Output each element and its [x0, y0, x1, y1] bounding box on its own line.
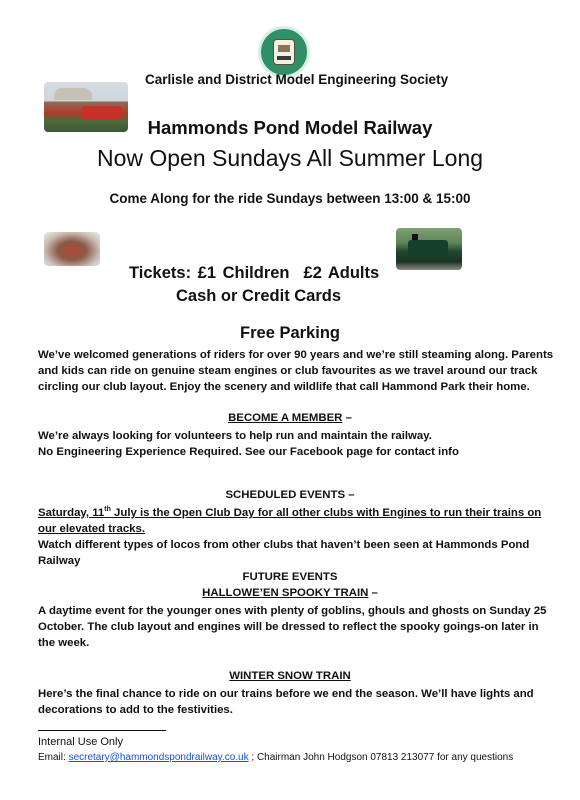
- green-locomotive-photo: [396, 228, 462, 270]
- logo-emblem-icon: [273, 39, 295, 65]
- winter-heading-label: WINTER SNOW TRAIN: [229, 670, 351, 682]
- email-label: Email:: [38, 752, 69, 763]
- footer-divider: [38, 730, 166, 731]
- internal-use-note: Internal Use Only: [38, 736, 123, 748]
- member-heading-label: BECOME A MEMBER: [228, 412, 343, 424]
- winter-paragraph: Here’s the final chance to ride on our trains before we end the season. We’ll have lights and decorations to add to the festivities.: [38, 688, 534, 716]
- halloween-heading-dash: –: [368, 587, 378, 599]
- payment-methods: Cash or Credit Cards: [176, 287, 342, 305]
- member-heading: [0, 412, 580, 424]
- member-heading-dash: –: [342, 412, 352, 424]
- society-name: Carlisle and District Model Engineering Society: [145, 72, 449, 87]
- halloween-heading-label: HALLOWE’EN SPOOKY TRAIN: [202, 587, 369, 599]
- society-logo-icon: [258, 26, 310, 78]
- open-day-text: July is the Open Club Day for all other clubs with Engines to run their trains on our elevated tracks.: [38, 507, 542, 535]
- open-day-line: [38, 505, 558, 537]
- open-day-date-suffix: th: [104, 506, 111, 514]
- photo-canopy-shape: [54, 88, 92, 100]
- ticket-prices: [129, 264, 379, 283]
- email-link[interactable]: secretary@hammondspondrailway.co.uk: [68, 752, 249, 763]
- page-subtitle: Now Open Sundays All Summer Long: [96, 145, 484, 171]
- photo-loco-body-shape: [408, 240, 448, 258]
- contact-line: [38, 752, 513, 763]
- future-heading: FUTURE EVENTS: [242, 571, 338, 583]
- opening-times: Come Along for the ride Sundays between 13:00 & 15:00: [109, 191, 471, 206]
- open-day-date: Saturday, 11: [38, 507, 105, 519]
- red-engine-photo: [44, 232, 100, 266]
- winter-heading: [0, 670, 580, 682]
- scheduled-heading: SCHEDULED EVENTS –: [225, 489, 355, 501]
- page-title: Hammonds Pond Model Railway: [147, 117, 433, 138]
- member-line-1: We’re always looking for volunteers to help run and maintain the railway.: [38, 430, 432, 442]
- member-paragraph: [38, 428, 558, 460]
- watch-locos-line: Watch different types of locos from other clubs that haven’t been seen at Hammonds Pond Railway: [38, 539, 530, 567]
- halloween-heading: [0, 587, 580, 599]
- parking-heading: Free Parking: [240, 324, 340, 342]
- chairman-contact: ; Chairman John Hodgson 07813 213077 for any questions: [248, 752, 514, 763]
- about-paragraph: We’ve welcomed generations of riders for over 90 years and we’re still steaming along. Parents and kids can ride on genuine steam engines or club favourites as we travel around our track circling our club layout. Enjoy the scenery and wildlife that call Hammond Park their home.: [38, 349, 554, 393]
- scheduled-paragraph: [38, 505, 558, 569]
- ticket-children: Tickets: £1 Children: [129, 264, 290, 282]
- halloween-paragraph: A daytime event for the younger ones with plenty of goblins, ghouls and ghosts on Sunday 25 October. The club layout and engines will be dressed to reflect the spooky goings-on later in the week.: [38, 605, 547, 649]
- ticket-adults: £2 Adults: [303, 264, 380, 282]
- member-line-2: No Engineering Experience Required. See our Facebook page for contact info: [38, 446, 459, 458]
